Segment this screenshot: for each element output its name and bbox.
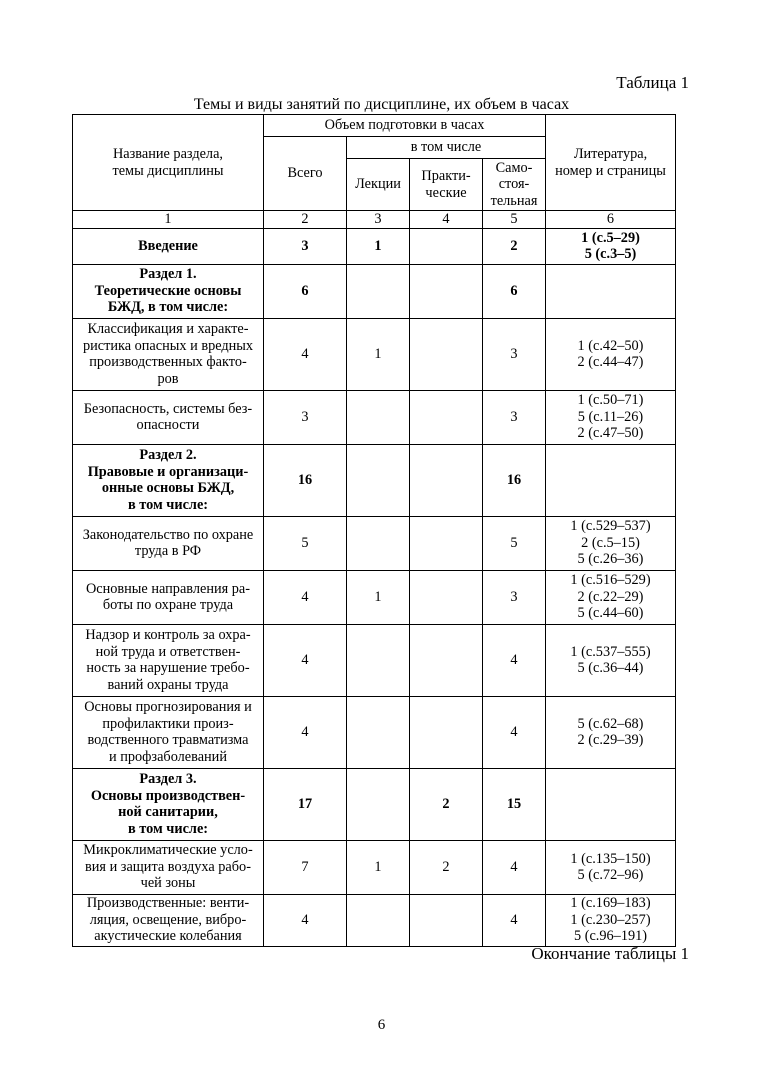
table-row	[73, 570, 676, 624]
row-total-cell: 3	[264, 228, 347, 264]
literature-ref: 1 (с.5–29)	[581, 229, 640, 246]
table-row	[73, 318, 676, 390]
row-lectures-cell	[347, 444, 410, 516]
literature-ref: 1 (с.50–71)	[577, 392, 644, 409]
row-lectures-cell: 1	[347, 228, 410, 264]
row-name-line: в том числе:	[127, 496, 209, 513]
row-name-line: Раздел 3.	[139, 771, 197, 787]
row-self-cell: 3	[483, 390, 546, 444]
table-row	[73, 624, 676, 696]
row-name-cell	[73, 516, 264, 570]
column-number-row	[73, 211, 676, 229]
row-name-line: Безопасность, системы без-	[83, 400, 253, 417]
row-name-line: опасности	[136, 417, 200, 433]
row-name-line: ров	[157, 370, 179, 387]
row-literature-cell	[546, 840, 676, 894]
row-literature-cell	[546, 768, 676, 840]
disciplines-table	[72, 114, 676, 947]
row-self-cell: 6	[483, 264, 546, 318]
row-lectures-cell	[347, 768, 410, 840]
literature-ref: 1 (с.529–537)	[570, 518, 651, 535]
row-name-line: чей зоны	[140, 875, 196, 892]
header-self-cell	[483, 159, 546, 211]
row-self-cell: 4	[483, 624, 546, 696]
row-lectures-cell: 1	[347, 570, 410, 624]
row-name-line: ной труда и ответствен-	[95, 643, 241, 660]
table-row	[73, 516, 676, 570]
row-lectures-cell: 1	[347, 318, 410, 390]
table-caption: Темы и виды занятий по дисциплине, их объем в часах	[193, 96, 570, 113]
row-self-cell: 15	[483, 768, 546, 840]
table-row	[73, 840, 676, 894]
literature-ref: 1 (с.230–257)	[570, 911, 651, 928]
row-total-cell: 16	[264, 444, 347, 516]
row-lectures-cell	[347, 696, 410, 768]
row-self-cell: 16	[483, 444, 546, 516]
header-self-line: Само-	[495, 159, 533, 176]
row-lectures-cell: 1	[347, 840, 410, 894]
row-literature-cell	[546, 516, 676, 570]
row-total-cell: 4	[264, 318, 347, 390]
header-literature-line: Литература,	[573, 146, 648, 162]
row-name-cell	[73, 390, 264, 444]
literature-ref: 2 (с.22–29)	[577, 588, 644, 605]
row-name-line: производственных факто-	[89, 354, 247, 370]
row-practical-cell	[410, 516, 483, 570]
row-name-line: БЖД, в том числе:	[107, 299, 229, 316]
table-end-label: Окончание таблицы 1	[531, 944, 689, 963]
row-name-cell	[73, 318, 264, 390]
row-name-cell	[73, 894, 264, 946]
header-literature-cell	[546, 115, 676, 211]
literature-ref: 1 (с.42–50)	[577, 337, 644, 354]
row-literature-cell	[546, 390, 676, 444]
row-name-line: Классификация и характе-	[87, 321, 249, 337]
literature-ref: 5 (с.26–36)	[577, 551, 644, 568]
row-name-line: ваний охраны труда	[107, 676, 229, 693]
row-name-line: вия и защита воздуха рабо-	[85, 858, 251, 875]
row-lectures-cell	[347, 264, 410, 318]
header-name-cell	[73, 115, 264, 211]
row-practical-cell	[410, 444, 483, 516]
literature-ref: 5 (с.3–5)	[584, 246, 637, 262]
row-name-cell	[73, 696, 264, 768]
literature-ref: 1 (с.537–555)	[570, 643, 651, 660]
table-row	[73, 264, 676, 318]
row-practical-cell	[410, 228, 483, 264]
table-row	[73, 444, 676, 516]
page-number: 6	[377, 1017, 386, 1033]
row-self-cell: 3	[483, 570, 546, 624]
row-name-line: Основные направления ра-	[85, 580, 251, 597]
row-literature-cell	[546, 570, 676, 624]
row-practical-cell	[410, 390, 483, 444]
row-self-cell: 2	[483, 228, 546, 264]
row-name-line: Раздел 1.	[139, 266, 197, 283]
row-name-line: Теоретические основы	[94, 282, 242, 299]
header-lectures-cell: Лекции	[347, 159, 410, 211]
row-name-cell	[73, 570, 264, 624]
literature-ref: 2 (с.47–50)	[577, 425, 644, 442]
literature-ref: 1 (с.135–150)	[570, 850, 651, 867]
column-number: 1	[73, 211, 264, 229]
row-name-cell	[73, 444, 264, 516]
header-name-line: Название раздела,	[112, 146, 223, 162]
row-practical-cell: 2	[410, 768, 483, 840]
row-name-line: Правовые и организаци-	[87, 463, 249, 480]
row-total-cell: 6	[264, 264, 347, 318]
row-literature-cell	[546, 624, 676, 696]
table-label: Таблица 1	[616, 73, 689, 92]
row-name-line: ной санитарии,	[118, 804, 218, 820]
row-self-cell: 4	[483, 894, 546, 946]
row-self-cell: 4	[483, 840, 546, 894]
row-practical-cell: 2	[410, 840, 483, 894]
row-name-line: Основы производствен-	[90, 787, 246, 804]
literature-ref: 5 (с.11–26)	[577, 408, 644, 425]
row-literature-cell	[546, 696, 676, 768]
row-practical-cell	[410, 696, 483, 768]
column-number: 2	[264, 211, 347, 229]
column-number: 3	[347, 211, 410, 229]
row-name-cell	[73, 228, 264, 264]
row-lectures-cell	[347, 624, 410, 696]
header-practical-cell	[410, 159, 483, 211]
header-including-cell: в том числе	[347, 137, 546, 159]
header-name-line: темы дисциплины	[112, 162, 224, 179]
row-practical-cell	[410, 318, 483, 390]
row-literature-cell	[546, 894, 676, 946]
column-number: 6	[546, 211, 676, 229]
row-self-cell: 4	[483, 696, 546, 768]
literature-ref: 5 (с.44–60)	[577, 605, 644, 622]
row-literature-cell	[546, 264, 676, 318]
row-practical-cell	[410, 570, 483, 624]
row-name-line: Раздел 2.	[139, 447, 197, 463]
row-name-line: акустические колебания	[94, 928, 242, 945]
column-number: 5	[483, 211, 546, 229]
row-name-line: Производственные: венти-	[86, 895, 250, 912]
literature-ref: 1 (с.169–183)	[570, 895, 651, 912]
row-name-line: ляция, освещение, вибро-	[89, 911, 247, 928]
row-total-cell: 3	[264, 390, 347, 444]
row-lectures-cell	[347, 894, 410, 946]
row-name-line: труда в РФ	[134, 543, 202, 559]
row-name-line: Введение	[138, 237, 198, 254]
header-self-line: стоя-	[498, 176, 530, 193]
row-practical-cell	[410, 264, 483, 318]
row-name-cell	[73, 840, 264, 894]
row-self-cell: 3	[483, 318, 546, 390]
literature-ref: 5 (с.36–44)	[577, 660, 644, 676]
header-total-cell: Всего	[264, 137, 347, 211]
table-row	[73, 894, 676, 946]
row-total-cell: 4	[264, 570, 347, 624]
literature-ref: 2 (с.44–47)	[577, 354, 644, 370]
literature-ref: 1 (с.516–529)	[570, 572, 651, 589]
table-row	[73, 228, 676, 264]
row-name-line: профилактики произ-	[102, 715, 234, 732]
row-name-line: Основы прогнозирования и	[84, 699, 252, 715]
row-name-line: Надзор и контроль за охра-	[85, 627, 251, 643]
literature-ref: 5 (с.96–191)	[573, 928, 648, 945]
literature-ref: 5 (с.72–96)	[577, 867, 644, 883]
table-body	[73, 115, 676, 947]
row-lectures-cell	[347, 516, 410, 570]
row-total-cell: 4	[264, 624, 347, 696]
row-practical-cell	[410, 894, 483, 946]
column-number: 4	[410, 211, 483, 229]
row-total-cell: 17	[264, 768, 347, 840]
row-name-cell	[73, 768, 264, 840]
row-total-cell: 5	[264, 516, 347, 570]
header-row	[73, 115, 676, 137]
row-practical-cell	[410, 624, 483, 696]
row-name-line: Законодательство по охране	[82, 526, 254, 543]
literature-ref: 5 (с.62–68)	[577, 715, 644, 732]
row-literature-cell	[546, 228, 676, 264]
row-name-line: водственного травматизма	[87, 732, 249, 748]
row-total-cell: 4	[264, 696, 347, 768]
row-name-cell	[73, 624, 264, 696]
row-name-line: в том числе:	[127, 820, 209, 837]
row-name-line: Микроклиматические усло-	[83, 842, 253, 859]
header-volume-cell: Объем подготовки в часах	[264, 115, 546, 137]
header-self-line: тельная	[490, 192, 538, 209]
header-practical-line: ческие	[425, 184, 467, 201]
row-literature-cell	[546, 318, 676, 390]
row-lectures-cell	[347, 390, 410, 444]
row-self-cell: 5	[483, 516, 546, 570]
row-name-line: боты по охране труда	[102, 597, 234, 613]
literature-ref: 2 (с.29–39)	[577, 732, 644, 748]
table-row	[73, 390, 676, 444]
literature-ref: 2 (с.5–15)	[581, 534, 640, 551]
table-row	[73, 696, 676, 768]
table-row	[73, 768, 676, 840]
row-name-line: ность за нарушение требо-	[86, 660, 250, 676]
row-name-line: ристика опасных и вредных	[82, 337, 254, 354]
row-name-line: и профзаболеваний	[108, 748, 227, 765]
row-total-cell: 4	[264, 894, 347, 946]
row-total-cell: 7	[264, 840, 347, 894]
header-literature-line: номер и страницы	[555, 162, 666, 179]
row-name-line: онные основы БЖД,	[101, 480, 235, 496]
header-practical-line: Практи-	[421, 168, 471, 184]
row-literature-cell	[546, 444, 676, 516]
row-name-cell	[73, 264, 264, 318]
